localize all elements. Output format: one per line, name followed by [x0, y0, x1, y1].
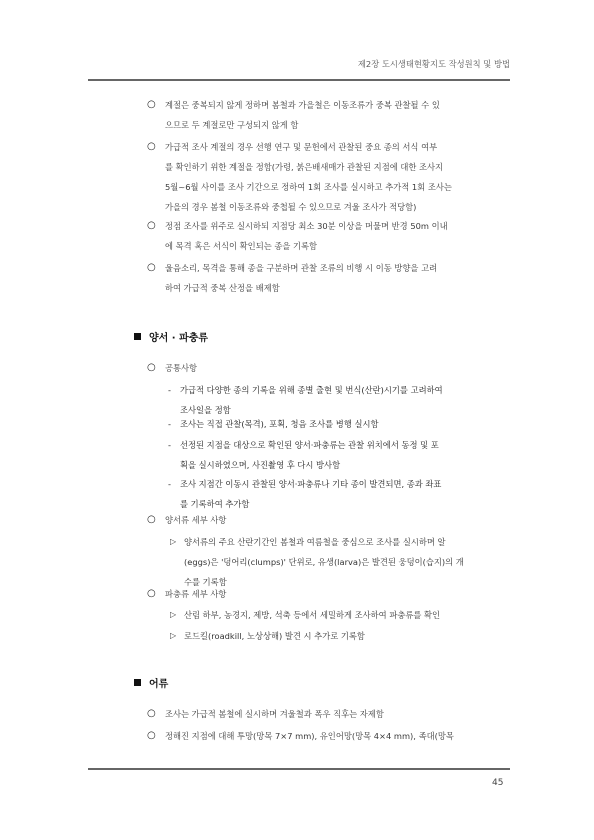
circle-bullet-icon: ○ [147, 262, 156, 273]
triangle-bullet-icon: ▷ [170, 537, 177, 546]
dash-bullet: - [168, 419, 171, 429]
triangle-bullet-icon: ▷ [170, 631, 177, 640]
text-line: 를 확인하기 위한 계절을 정함(가령, 붉은배새매가 관찰된 지점에 대한 조사지 [165, 162, 444, 172]
section-title: 어류 [149, 679, 169, 690]
square-bullet-icon [134, 333, 141, 340]
circle-bullet-icon: ○ [147, 588, 156, 599]
circle-bullet-icon: ○ [147, 514, 156, 525]
text-line: 가을의 경우 봄철 이동조류와 중첩될 수 있으므로 겨울 조사가 적당함) [165, 202, 417, 212]
circle-bullet-icon: ○ [147, 708, 156, 719]
text-line: 획을 실시하였으며, 사진촬영 후 다시 방사함 [180, 460, 341, 470]
footer-rule [88, 768, 510, 770]
dash-bullet: - [168, 440, 171, 450]
text-line: 를 기록하여 추가함 [180, 499, 250, 509]
subsection-title: 파충류 세부 사항 [165, 589, 227, 599]
running-header [88, 58, 510, 72]
circle-bullet-icon: ○ [147, 141, 156, 152]
text-line: 계절은 중복되지 않게 정하며 봄철과 가을철은 이동조류가 중복 관찰될 수 있 [165, 100, 440, 110]
text-line: 정점 조사를 위주로 실시하되 지점당 최소 30분 이상을 머물며 반경 50m 이내 [165, 221, 448, 231]
square-bullet-icon [134, 679, 141, 686]
common-item [168, 435, 439, 470]
section-heading-amphibian [134, 332, 208, 346]
text-line: (eggs)은 '덩어리(clumps)' 단위로, 유생(larva)은 발견된 웅덩이(습지)의 개 [184, 557, 464, 567]
text-line: 수를 기록함 [184, 577, 227, 587]
text-line: 가급적 다양한 종의 기록을 위해 종별 출현 및 번식(산란)시기를 고려하여 [180, 385, 443, 395]
text-line: 가급적 조사 계절의 경우 선행 연구 및 문헌에서 관찰된 중요 종의 서식 여부 [165, 142, 438, 152]
text-line: 로드킬(roadkill, 노상상해) 발견 시 추가로 기록함 [184, 631, 365, 641]
circle-bullet-icon: ○ [147, 362, 156, 373]
page-number: 45 [492, 778, 504, 788]
common-item [168, 380, 443, 415]
text-line: 정해진 지점에 대해 투망(망목 7×7 mm), 유인어망(망목 4×4 mm), 족대(망목 [165, 731, 454, 741]
circle-bullet-icon: ○ [147, 730, 156, 741]
section-heading-fish [134, 678, 168, 692]
text-line: 조사 지점간 이동시 관찰된 양서·파충류나 기타 종이 발견되면, 종과 좌표 [180, 479, 442, 489]
triangle-bullet-icon: ▷ [170, 610, 177, 619]
header-title: 제2장 도시생태현황지도 작성원칙 및 방법 [357, 59, 510, 69]
text-line: 조사는 직접 관찰(목격), 포획, 청음 조사를 병행 실시함 [180, 419, 379, 429]
text-line: 양서류의 주요 산란기간인 봄철과 여름철을 중심으로 조사를 실시하며 알 [184, 537, 446, 547]
text-line: 으므로 두 계절로만 구성되지 않게 함 [165, 120, 299, 130]
circle-bullet-icon: ○ [147, 99, 156, 110]
header-rule [88, 79, 510, 81]
text-line: 하여 가급적 중복 산정을 배제함 [165, 283, 280, 293]
text-line: 울음소리, 목격을 통해 종을 구분하며 관찰 조류의 비행 시 이동 방향을 고려 [165, 263, 438, 273]
text-line: 에 목격 혹은 서식이 확인되는 종을 기록함 [165, 241, 318, 251]
text-line: 조사는 가급적 봄철에 실시하며 겨울철과 폭우 직후는 자제함 [165, 709, 384, 719]
text-line: 산림 하부, 농경지, 제방, 석축 등에서 세밀하게 조사하여 파충류를 확인 [184, 610, 441, 620]
common-item [168, 414, 379, 434]
subsection-title: 공통사항 [165, 363, 198, 373]
text-line: 선정된 지점을 대상으로 확인된 양서·파충류는 관찰 위치에서 동정 및 포 [180, 440, 439, 450]
dash-bullet: - [168, 385, 171, 395]
section-title: 양서 · 파충류 [149, 333, 209, 344]
common-item [168, 474, 442, 509]
circle-bullet-icon: ○ [147, 220, 156, 231]
text-line: 조사일을 정함 [180, 405, 231, 415]
dash-bullet: - [168, 479, 171, 489]
subsection-title: 양서류 세부 사항 [165, 515, 227, 525]
text-line: 5월~6월 사이를 조사 기간으로 정하여 1회 조사를 실시하고 추가적 1회 조사는 [165, 182, 452, 192]
